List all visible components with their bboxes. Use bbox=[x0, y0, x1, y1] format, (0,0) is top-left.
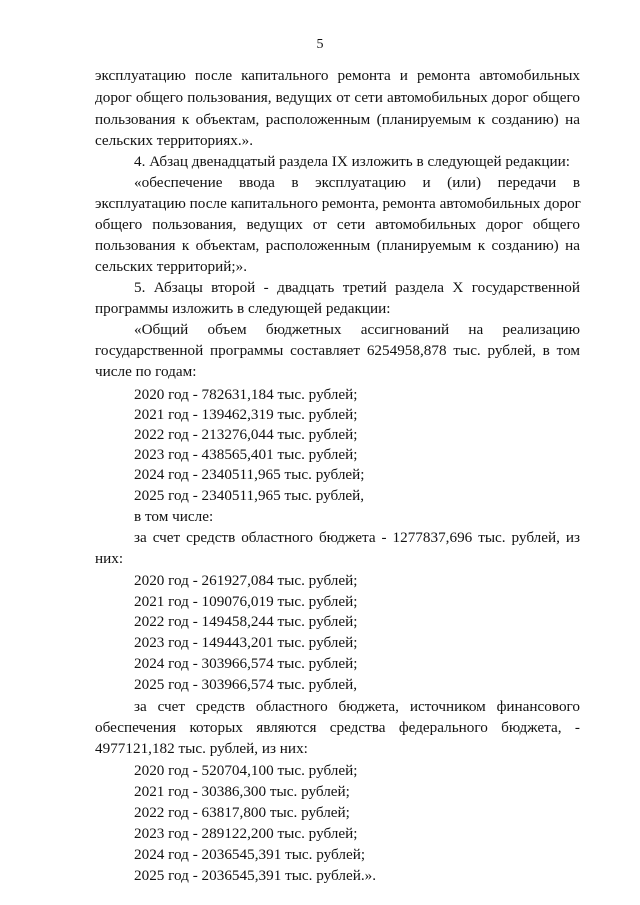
text-line: пользования к объектам, расположенным (планируемым к созданию) на bbox=[95, 237, 580, 254]
year-line: 2022 год - 149458,244 тыс. рублей; bbox=[134, 613, 358, 630]
text-line: в том числе: bbox=[134, 508, 214, 525]
year-line: 2020 год - 261927,084 тыс. рублей; bbox=[134, 572, 358, 589]
text-line: эксплуатацию после капитального ремонта, ремонта автомобильных дорог bbox=[95, 195, 581, 212]
paragraph-heading: 5. Абзацы второй - двадцать третий раздела X государственной bbox=[134, 279, 580, 296]
year-line: 2024 год - 2340511,965 тыс. рублей; bbox=[134, 466, 365, 483]
page-number: 5 bbox=[316, 37, 324, 52]
text-line: них: bbox=[95, 550, 124, 567]
year-line: 2025 год - 2340511,965 тыс. рублей, bbox=[134, 487, 365, 504]
text-line: программы изложить в следующей редакции: bbox=[95, 300, 391, 317]
year-line: 2024 год - 2036545,391 тыс. рублей; bbox=[134, 846, 366, 863]
year-line: 2022 год - 63817,800 тыс. рублей; bbox=[134, 804, 350, 821]
paragraph-heading: 4. Абзац двенадцатый раздела IX изложить в следующей редакции: bbox=[134, 153, 570, 170]
year-line: 2023 год - 438565,401 тыс. рублей; bbox=[134, 446, 358, 463]
text-line: государственной программы составляет 6254958,878 тыс. рублей, в том bbox=[95, 342, 580, 359]
year-line: 2023 год - 289122,200 тыс. рублей; bbox=[134, 825, 358, 842]
year-line: 2021 год - 139462,319 тыс. рублей; bbox=[134, 406, 358, 423]
text-line: дорог общего пользования, ведущих от сети автомобильных дорог общего bbox=[95, 89, 580, 106]
year-line: 2020 год - 782631,184 тыс. рублей; bbox=[134, 386, 358, 403]
text-line: сельских территориях.». bbox=[95, 132, 254, 149]
text-line: общего пользования, ведущих от сети автомобильных дорог общего bbox=[95, 216, 580, 233]
year-line: 2021 год - 30386,300 тыс. рублей; bbox=[134, 783, 350, 800]
year-line: 2024 год - 303966,574 тыс. рублей; bbox=[134, 655, 358, 672]
year-line: 2022 год - 213276,044 тыс. рублей; bbox=[134, 426, 358, 443]
text-line: за счет средств областного бюджета - 1277837,696 тыс. рублей, из bbox=[134, 529, 580, 546]
text-line: пользования к объектам, расположенным (планируемым к созданию) на bbox=[95, 111, 580, 128]
text-line: эксплуатацию после капитального ремонта и ремонта автомобильных bbox=[95, 67, 580, 84]
text-line: обеспечения которых являются средства федерального бюджета, - bbox=[95, 719, 580, 736]
text-line: «Общий объем бюджетных ассигнований на реализацию bbox=[134, 321, 580, 338]
year-line: 2020 год - 520704,100 тыс. рублей; bbox=[134, 762, 358, 779]
year-line: 2025 год - 303966,574 тыс. рублей, bbox=[134, 676, 358, 693]
text-line: «обеспечение ввода в эксплуатацию и (или) передачи в bbox=[134, 174, 580, 191]
year-line: 2021 год - 109076,019 тыс. рублей; bbox=[134, 593, 358, 610]
text-line: числе по годам: bbox=[95, 363, 197, 380]
text-line: 4977121,182 тыс. рублей, из них: bbox=[95, 740, 308, 757]
year-line: 2025 год - 2036545,391 тыс. рублей.». bbox=[134, 867, 377, 884]
text-line: за счет средств областного бюджета, источником финансового bbox=[134, 698, 580, 715]
year-line: 2023 год - 149443,201 тыс. рублей; bbox=[134, 634, 358, 651]
text-line: сельских территорий;». bbox=[95, 258, 247, 275]
